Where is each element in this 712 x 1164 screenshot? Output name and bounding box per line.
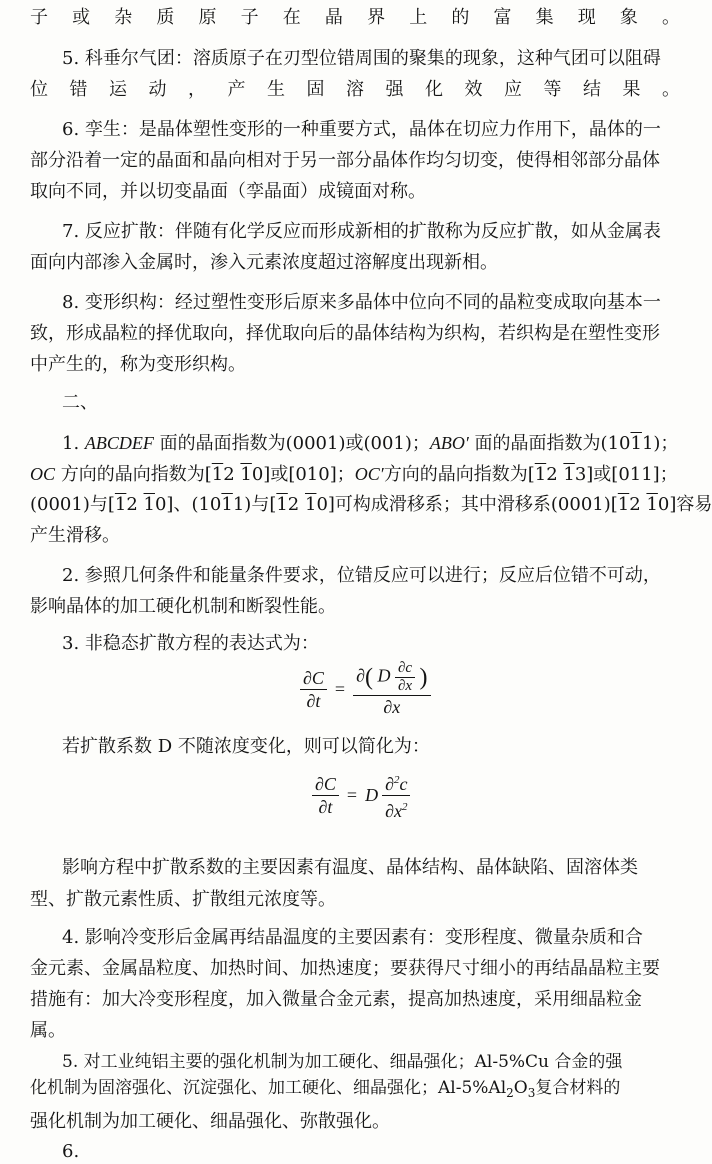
- text-line: 取向不同，并以切变晶面（孪晶面）成镜面对称。: [30, 181, 426, 202]
- text-line: 2. 参照几何条件和能量条件要求，位错反应可以进行；反应后位错不可动，: [62, 565, 661, 586]
- miller-line-2: OC 方向的晶向指数为[12 10]或[010]；OC′方向的晶向指数为[12 13]或[011]；: [30, 464, 678, 485]
- text-line: 型、扩散元素性质、扩散组元浓度等。: [30, 889, 336, 910]
- text-line: 5. 科垂尔气团：溶质原子在刃型位错周围的聚集的现象，这种气团可以阻碍: [62, 48, 661, 69]
- text-line: 措施有：加大冷变形程度，加入微量合金元素，提高加热速度，采用细晶粒金: [30, 989, 642, 1010]
- text-line: 4. 影响冷变形后金属再结晶温度的主要因素有：变形程度、微量杂质和合: [62, 927, 643, 948]
- text-line: 强化机制为加工硬化、细晶强化、弥散强化。: [30, 1111, 390, 1132]
- text-line: 位错运动，产生固溶强化效应等结果。: [30, 79, 680, 100]
- text-line: 产生滑移。: [30, 525, 120, 546]
- text-line: 5. 对工业纯铝主要的强化机制为加工硬化、细晶强化；Al-5%Cu 合金的强: [62, 1052, 623, 1072]
- text-line: 6.: [62, 1141, 80, 1162]
- text-line: 7. 反应扩散：伴随有化学反应而形成新相的扩散称为反应扩散，如从金属表: [62, 221, 661, 242]
- text-line: 3. 非稳态扩散方程的表达式为：: [62, 633, 319, 654]
- text-line: 中产生的，称为变形织构。: [30, 354, 246, 375]
- simplified-equation: $\frac{\partial C}{\partial t}$ = D $\frac{\partial^2c}{\partial x^2}$: [312, 769, 410, 822]
- text-line: 属。: [30, 1020, 66, 1041]
- section-heading: 二、: [62, 392, 98, 413]
- text-line: 面向内部渗入金属时，渗入元素浓度超过溶解度出现新相。: [30, 252, 498, 273]
- text-line: 子或杂质原子在晶界上的富集现象。: [30, 7, 680, 28]
- text-line: 6. 孪生：是晶体塑性变形的一种重要方式，晶体在切应力作用下，晶体的一: [62, 119, 661, 140]
- text-line: 影响方程中扩散系数的主要因素有温度、晶体结构、晶体缺陷、固溶体类: [62, 857, 638, 878]
- miller-line-1: 1. ABCDEF 面的晶面指数为(0001)或(001)；ABO′ 面的晶面指数为(1011)；: [62, 433, 679, 454]
- text-line: 致，形成晶粒的择优取向，择优取向后的晶体结构为织构，若织构是在塑性变形: [30, 323, 660, 344]
- diffusion-equation: $\frac{\partial C}{\partial t}$ = ∂( D $\frac{\partial c}{\partial x}$ ) ∂x: [300, 660, 431, 718]
- text-line: 金元素、金属晶粒度、加热时间、加热速度；要获得尺寸细小的再结晶晶粒主要: [30, 958, 660, 979]
- text-line: 影响晶体的加工硬化机制和断裂性能。: [30, 596, 336, 617]
- text-line: 8. 变形织构：经过塑性变形后原来多晶体中位向不同的晶粒变成取向基本一: [62, 292, 661, 313]
- miller-line-3: (0001)与[12 10]、(1011)与[12 10]可构成滑移系；其中滑移系(0001)[12 10]容易: [30, 494, 712, 515]
- text-line: 化机制为固溶强化、沉淀强化、加工硬化、细晶强化；$Al-5\%Al_2O_3$复合材料的: [30, 1078, 621, 1100]
- text-line: 若扩散系数 D 不随浓度变化，则可以简化为：: [62, 736, 430, 757]
- text-line: 部分沿着一定的晶面和晶向相对于另一部分晶体作均匀切变，使得相邻部分晶体: [30, 150, 660, 171]
